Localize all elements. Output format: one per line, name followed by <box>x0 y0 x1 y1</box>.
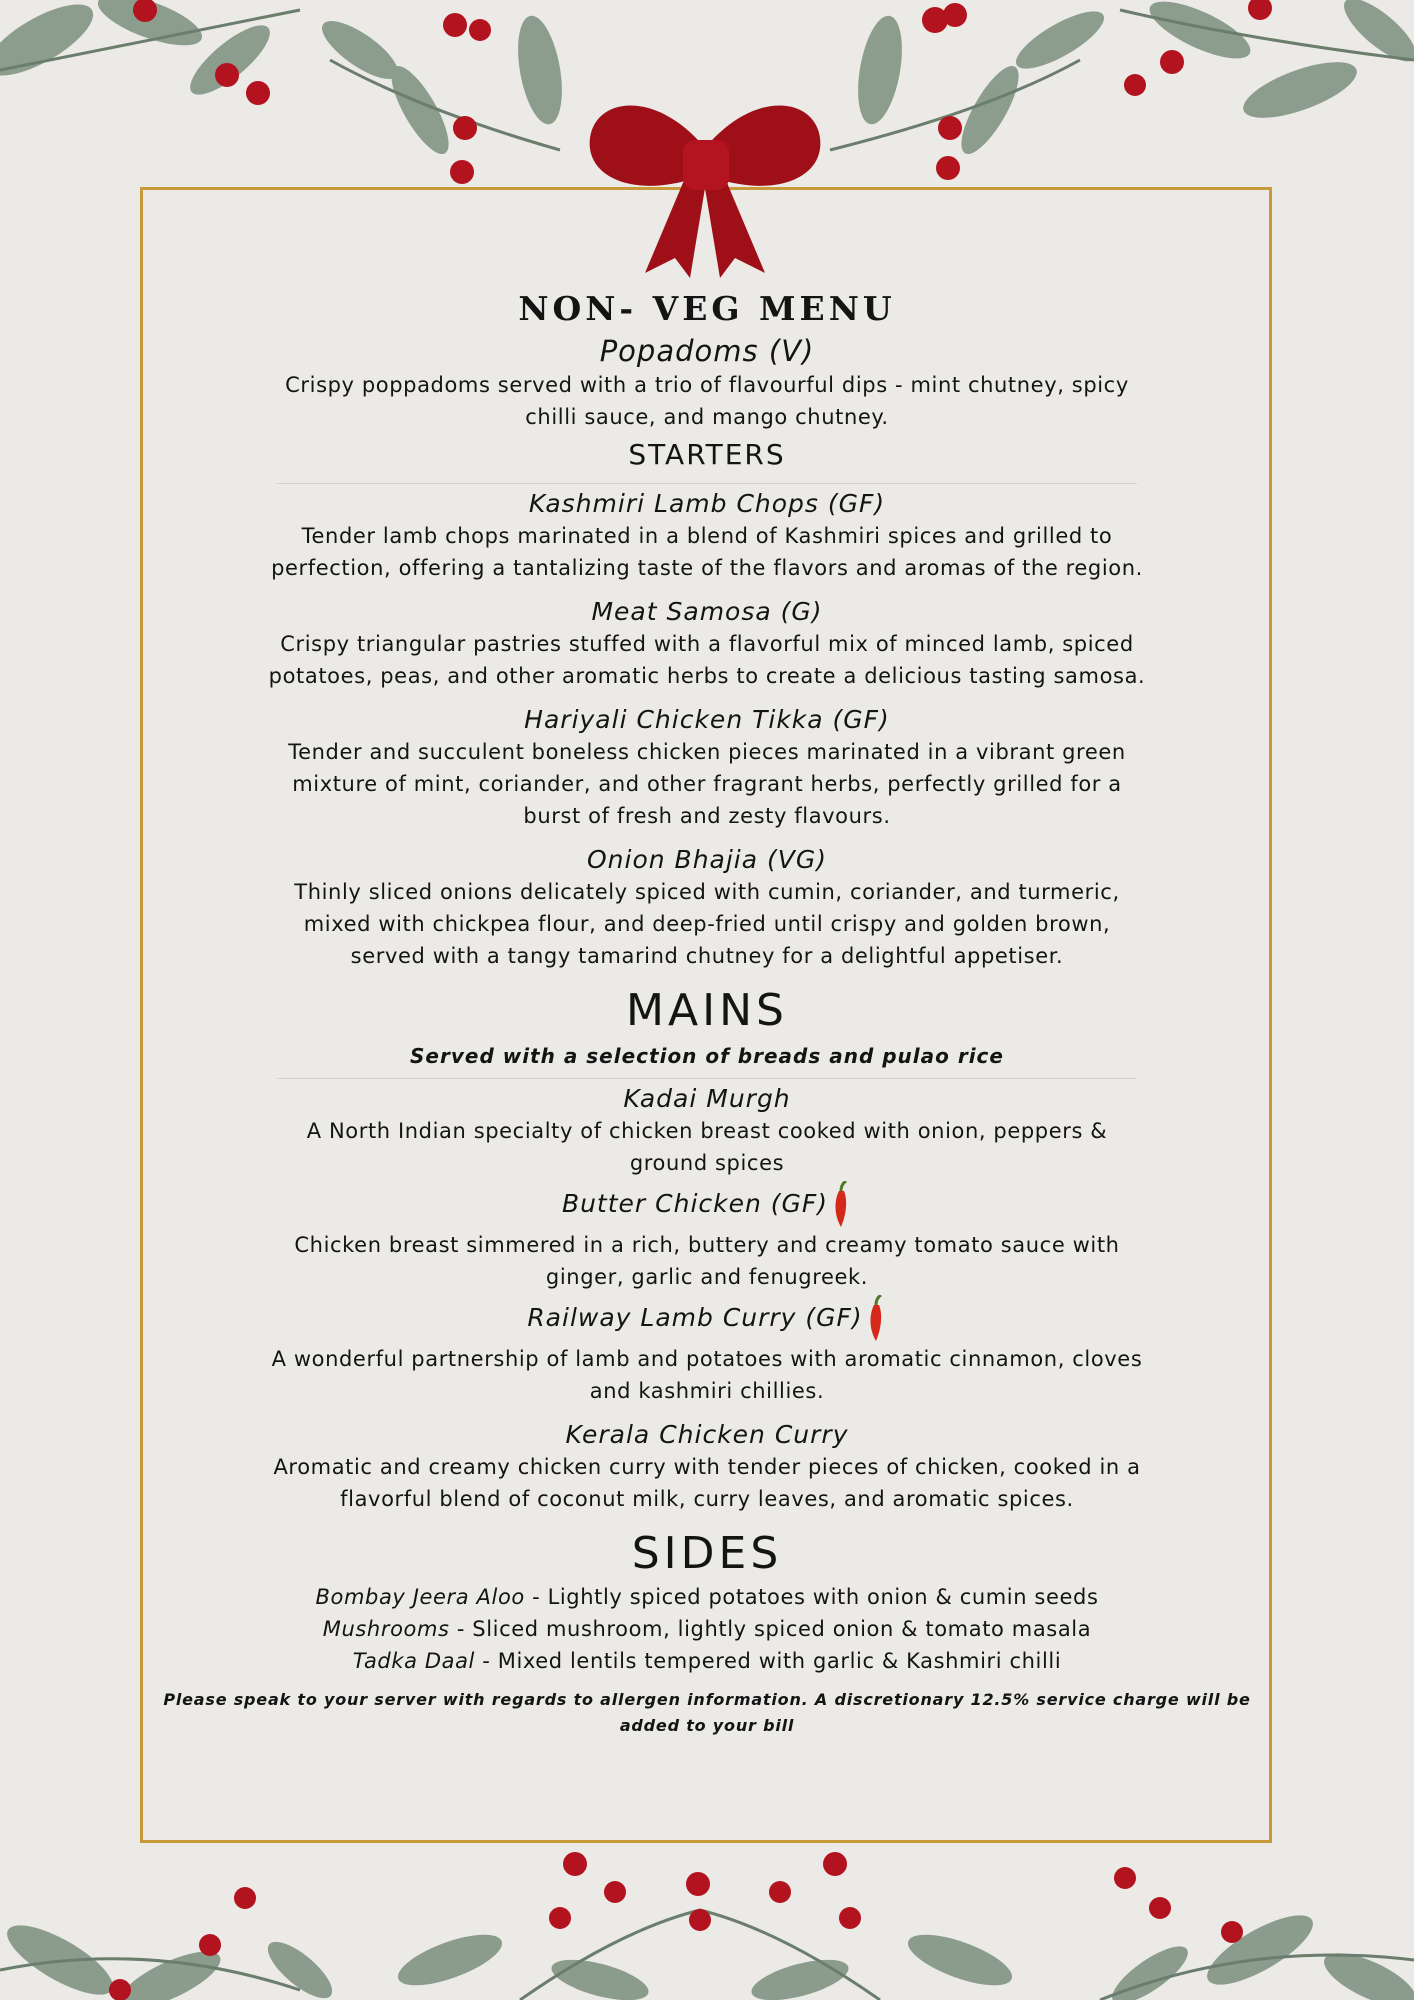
mains-served-note: Served with a selection of breads and pulao rice <box>410 1044 1004 1068</box>
side-desc: - Lightly spiced potatoes with onion & cumin seeds <box>524 1585 1099 1609</box>
starter-desc: Tender and succulent boneless chicken pieces marinated in a vibrant green mixture of mint, coriander, and other fragrant herbs, perfectly grilled for a burst of fresh and zesty flavours. <box>288 740 1126 828</box>
side-name: Mushrooms <box>322 1617 450 1641</box>
starter-desc: Thinly sliced onions delicately spiced with cumin, coriander, and turmeric, mixed with chickpea flour, and deep-fried until crispy and golden brown, served with a tangy tamarind chutney for a delightful appetiser. <box>294 880 1120 968</box>
side-item <box>140 1581 1274 1613</box>
side-desc: - Sliced mushroom, lightly spiced onion & tomato masala <box>449 1617 1092 1641</box>
main-desc: A wonderful partnership of lamb and potatoes with aromatic cinnamon, cloves and kashmiri chillies. <box>271 1347 1143 1403</box>
side-name: Bombay Jeera Aloo <box>315 1585 525 1609</box>
main-desc: A North Indian specialty of chicken breast cooked with onion, peppers & ground spices <box>306 1119 1108 1175</box>
main-desc: Chicken breast simmered in a rich, buttery and creamy tomato sauce with ginger, garlic and fenugreek. <box>294 1233 1120 1289</box>
starters-divider <box>277 483 1137 484</box>
starter-name: Hariyali Chicken Tikka (GF) <box>524 705 890 734</box>
red-bow-icon <box>575 88 835 288</box>
main-name: Railway Lamb Curry (GF) <box>527 1303 863 1332</box>
starters-heading: STARTERS <box>628 438 786 471</box>
main-name: Kerala Chicken Curry <box>565 1420 849 1449</box>
chili-pepper-icon <box>865 1295 887 1343</box>
popadoms-name: Popadoms (V) <box>599 334 815 368</box>
main-name-row <box>140 1181 1274 1229</box>
main-name: Kadai Murgh <box>623 1084 791 1113</box>
main-name: Butter Chicken (GF) <box>561 1189 829 1218</box>
menu-content <box>140 285 1274 1739</box>
starter-name: Onion Bhajia (VG) <box>586 845 827 874</box>
starter-name: Kashmiri Lamb Chops (GF) <box>528 489 886 518</box>
main-desc: Aromatic and creamy chicken curry with tender pieces of chicken, cooked in a flavorful blend of coconut milk, curry leaves, and aromatic spices. <box>273 1455 1141 1511</box>
starter-name: Meat Samosa (G) <box>591 597 823 626</box>
sides-heading: SIDES <box>631 1528 783 1579</box>
main-name-row <box>140 1295 1274 1343</box>
allergen-note: Please speak to your server with regards to allergen information. A discretionary 12.5% service charge will be added to your bill <box>163 1690 1251 1735</box>
side-item <box>140 1645 1274 1677</box>
side-desc: - Mixed lentils tempered with garlic & Kashmiri chilli <box>475 1649 1062 1673</box>
menu-title: NON- VEG MENU <box>518 289 896 328</box>
side-name: Tadka Daal <box>352 1649 475 1673</box>
mains-heading: MAINS <box>626 985 788 1036</box>
popadoms-desc: Crispy poppadoms served with a trio of flavourful dips - mint chutney, spicy chilli sauce, and mango chutney. <box>285 373 1129 429</box>
side-item <box>140 1613 1274 1645</box>
starter-desc: Crispy triangular pastries stuffed with a flavorful mix of minced lamb, spiced potatoes, peas, and other aromatic herbs to create a delicious tasting samosa. <box>268 632 1146 688</box>
chili-pepper-icon <box>830 1181 852 1229</box>
bottom-foliage-decoration <box>0 1850 1414 2000</box>
starter-desc: Tender lamb chops marinated in a blend of Kashmiri spices and grilled to perfection, offering a tantalizing taste of the flavors and aromas of the region. <box>271 524 1143 580</box>
mains-divider <box>277 1078 1137 1079</box>
